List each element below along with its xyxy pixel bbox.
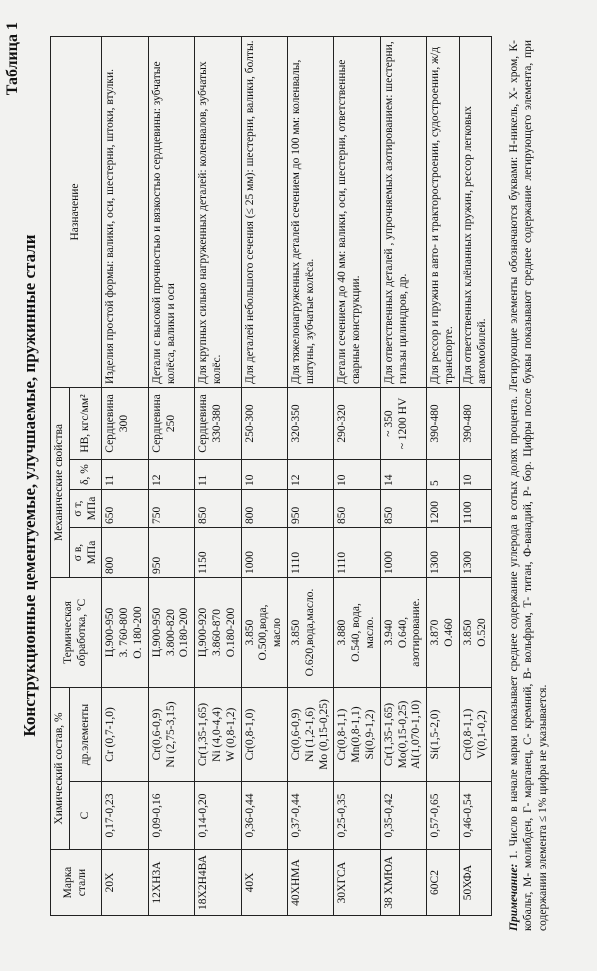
table-row (195, 37, 241, 916)
cell-hardness: Сердцевина 250 (148, 388, 194, 460)
cell-elements: Cr(1,35-1,65) Mo(0,15-0,25) Al(1,070-1,10) (380, 688, 426, 782)
cell-heat-treatment: З.850 О.620,вода,масло. (287, 578, 333, 688)
table-row (287, 37, 333, 916)
cell-delta: 12 (287, 460, 333, 490)
cell-sigma-t: 1100 (459, 490, 492, 528)
cell-sigma-t: 950 (287, 490, 333, 528)
cell-elements: Cr(0,8-1,1) Mn(0,8-1,1) Si(0,9-1,2) (334, 688, 380, 782)
cell-grade: 38 ХМЮА (380, 850, 426, 916)
header-mech: Механические свойства (51, 388, 70, 578)
cell-hardness: Сердцевина 330-380 (195, 388, 241, 460)
cell-purpose: Для рессор и пружин в авто- и тракторостроении, судостроении, ж/д транспорте. (427, 37, 460, 388)
cell-purpose: Для деталей небольшого сечения (≤ 25 мм): шестерни, валики, болты. (241, 37, 287, 388)
cell-grade: 12ХН3А (148, 850, 194, 916)
steel-table (50, 36, 492, 916)
cell-heat-treatment: Ц.900-950 З.800-820 О.180-200 (148, 578, 194, 688)
cell-grade: 60С2 (427, 850, 460, 916)
cell-delta: 10 (459, 460, 492, 490)
cell-sigma-v: 1000 (241, 528, 287, 578)
table-row (148, 37, 194, 916)
cell-heat-treatment: З.850 О.520 (459, 578, 492, 688)
footnote-text: 1. Число в начале марки показывает среднее содержание углерода в сотых долях процента. Легирующие элементы обозначаются буквами: Н-никель, Х- хром, К- кобальт, М- молибден, Г- марганец, С- кремний, В- вольфрам, Т- титан, Ф-ванадий, Р- бор. Цифры после буквы показывают среднее содержание легирующего элемента, при содержании элемента ≤ 1% цифра не указывается. (508, 40, 549, 931)
cell-grade: 20Х (102, 850, 148, 916)
header-chem-c: C (69, 782, 102, 850)
header-hb: HB, кгс/мм² (69, 388, 102, 460)
footnote (507, 40, 550, 931)
cell-heat-treatment: Ц.900-950 З. 760-800 О. 180-200 (102, 578, 148, 688)
cell-delta: 11 (102, 460, 148, 490)
cell-grade: 18Х2Н4ВА (195, 850, 241, 916)
table-row (241, 37, 287, 916)
page-title: Конструкционные цементуемые, улучшаемые, пружинные стали (20, 234, 39, 737)
cell-sigma-t: 850 (195, 490, 241, 528)
table-row (380, 37, 426, 916)
cell-carbon: 0,17-0,23 (102, 782, 148, 850)
cell-carbon: 0,46-0,54 (459, 782, 492, 850)
cell-hardness: ~ 350 ~ 1200 HV (380, 388, 426, 460)
cell-delta: 10 (334, 460, 380, 490)
cell-delta: 10 (241, 460, 287, 490)
cell-heat-treatment: З.940 О.640, азотирование. (380, 578, 426, 688)
cell-heat-treatment: З.880 О.540, вода, масло. (334, 578, 380, 688)
cell-delta: 12 (148, 460, 194, 490)
cell-sigma-t: 1200 (427, 490, 460, 528)
cell-delta: 5 (427, 460, 460, 490)
cell-sigma-t: 850 (380, 490, 426, 528)
cell-sigma-v: 1300 (427, 528, 460, 578)
cell-sigma-v: 1110 (287, 528, 333, 578)
cell-grade: 50ХФА (459, 850, 492, 916)
cell-sigma-v: 800 (102, 528, 148, 578)
header-sigma-v: σ в, МПа (69, 528, 102, 578)
cell-elements: Cr (0,7-1,0) (102, 688, 148, 782)
cell-purpose: Для крупных сильно нагруженных деталей: коленвалов, зубчатых колёс. (195, 37, 241, 388)
cell-purpose: Изделия простой формы: валики, оси, шестерни, штоки, втулки. (102, 37, 148, 388)
cell-heat-treatment: З.850 О.500,вода, масло (241, 578, 287, 688)
cell-purpose: Детали сечением до 40 мм: валики, оси, шестерни, ответственные сварные конструкции. (334, 37, 380, 388)
cell-hardness: 250-300 (241, 388, 287, 460)
cell-sigma-t: 850 (334, 490, 380, 528)
header-chem: Химический состав, % (51, 688, 70, 850)
cell-sigma-t: 650 (102, 490, 148, 528)
cell-carbon: 0,37-0,44 (287, 782, 333, 850)
table-row (334, 37, 380, 916)
cell-sigma-t: 800 (241, 490, 287, 528)
cell-sigma-v: 1000 (380, 528, 426, 578)
cell-carbon: 0,09-0,16 (148, 782, 194, 850)
cell-elements: Cr(0,8-1,0) (241, 688, 287, 782)
table-row (427, 37, 460, 916)
cell-purpose: Для ответственных деталей , упрочняемых азотированием: шестерни, гильзы цилиндров, др. (380, 37, 426, 388)
cell-carbon: 0,36-0,44 (241, 782, 287, 850)
cell-carbon: 0,35-0,42 (380, 782, 426, 850)
cell-grade: 40ХНМА (287, 850, 333, 916)
cell-sigma-t: 750 (148, 490, 194, 528)
cell-elements: Si(1,5-2,0) (427, 688, 460, 782)
header-sigma-t: σ т, МПа (69, 490, 102, 528)
table-body (102, 37, 492, 916)
table-row (102, 37, 148, 916)
header-delta: δ, % (69, 460, 102, 490)
cell-hardness: 390-480 (459, 388, 492, 460)
cell-purpose: Детали с высокой прочностью и вязкостью сердцевины: зубчатые колёса, валики и оси (148, 37, 194, 388)
cell-grade: 40Х (241, 850, 287, 916)
cell-sigma-v: 950 (148, 528, 194, 578)
cell-carbon: 0,57-0,65 (427, 782, 460, 850)
footnote-label: Примечание: (508, 863, 520, 931)
table-row (459, 37, 492, 916)
header-heat: Термическая обработка, °С (51, 578, 102, 688)
cell-elements: Cr(1,35-1,65) Ni (4,0-4,4) W (0,8-1,2) (195, 688, 241, 782)
cell-sigma-v: 1300 (459, 528, 492, 578)
cell-elements: Cr(0,6-0,9) Ni (1,2-1,6) Mo (0,15-0,25) (287, 688, 333, 782)
cell-heat-treatment: З.870 О.460 (427, 578, 460, 688)
cell-delta: 11 (195, 460, 241, 490)
cell-hardness: Сердцевина 300 (102, 388, 148, 460)
cell-delta: 14 (380, 460, 426, 490)
cell-hardness: 320-350 (287, 388, 333, 460)
cell-elements: Cr(0,8-1,1) V(0,1-0,2) (459, 688, 492, 782)
cell-purpose: Для тяжелонагруженных деталей сечением до 100 мм: коленвалы, шатуны, зубчатые колёса. (287, 37, 333, 388)
header-chem-other: др.элементы (69, 688, 102, 782)
cell-carbon: 0,14-0,20 (195, 782, 241, 850)
header-purpose: Назначение (51, 37, 102, 388)
cell-hardness: 390-480 (427, 388, 460, 460)
cell-sigma-v: 1110 (334, 528, 380, 578)
cell-purpose: Для ответственных клёпанных пружин, рессор легковых автомобилей. (459, 37, 492, 388)
cell-sigma-v: 1150 (195, 528, 241, 578)
header-grade: Марка стали (51, 850, 102, 916)
table-number: Таблица 1 (4, 22, 21, 96)
cell-hardness: 290-320 (334, 388, 380, 460)
cell-elements: Cr(0,6-0,9) Ni (2,75-3,15) (148, 688, 194, 782)
cell-grade: 30ХГСА (334, 850, 380, 916)
cell-heat-treatment: Ц.900-920 З.860-870 О.180-200 (195, 578, 241, 688)
cell-carbon: 0,25-0,35 (334, 782, 380, 850)
